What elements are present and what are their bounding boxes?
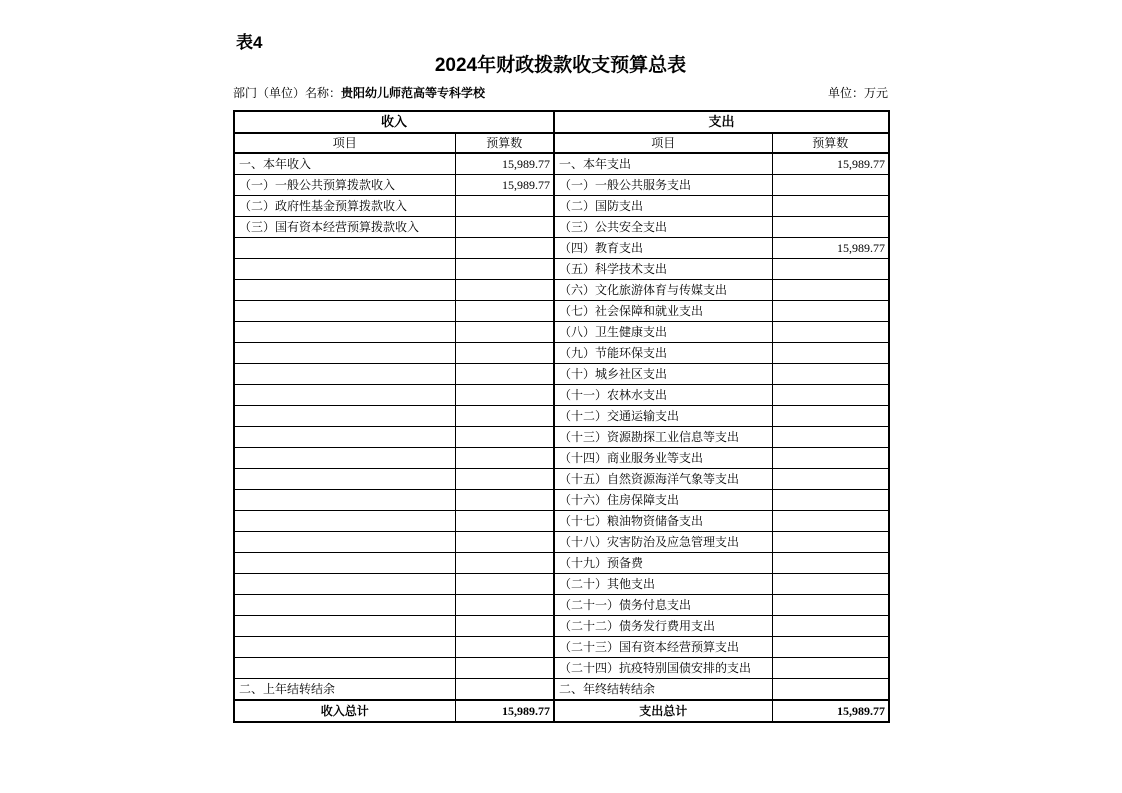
income-item-cell (234, 574, 455, 595)
income-item-cell (234, 637, 455, 658)
expense-total-amount: 15,989.77 (772, 700, 889, 722)
table-row (234, 259, 889, 280)
expense-total-label: 支出总计 (554, 700, 772, 722)
income-amount-cell: 15,989.77 (455, 153, 554, 175)
expense-item-cell: （十九）预备费 (554, 553, 772, 574)
expense-item-cell: （九）节能环保支出 (554, 343, 772, 364)
income-amount-cell (455, 574, 554, 595)
expense-section-header: 支出 (554, 111, 889, 133)
document-title: 2024年财政拨款收支预算总表 (434, 55, 687, 76)
expense-amount-cell: 15,989.77 (772, 153, 889, 175)
income-item-cell (234, 343, 455, 364)
income-amount-cell (455, 679, 554, 701)
income-item-cell (234, 364, 455, 385)
expense-item-cell: （四）教育支出 (554, 238, 772, 259)
expense-amount-cell (772, 322, 889, 343)
income-amount-cell (455, 196, 554, 217)
income-amount-cell (455, 301, 554, 322)
expense-amount-cell (772, 259, 889, 280)
table-row (234, 364, 889, 385)
table-row (234, 322, 889, 343)
income-item-cell (234, 238, 455, 259)
table-row (234, 511, 889, 532)
income-amount-cell (455, 490, 554, 511)
income-item-cell (234, 427, 455, 448)
expense-amount-cell (772, 595, 889, 616)
table-row (234, 595, 889, 616)
income-amount-cell (455, 343, 554, 364)
expense-amount-cell (772, 217, 889, 238)
expense-amount-cell (772, 427, 889, 448)
income-amount-cell: 15,989.77 (455, 175, 554, 196)
expense-item-cell: （十三）资源勘探工业信息等支出 (554, 427, 772, 448)
income-item-cell (234, 259, 455, 280)
expense-amount-cell (772, 385, 889, 406)
expense-amount-cell (772, 280, 889, 301)
expense-item-cell: （六）文化旅游体育与传媒支出 (554, 280, 772, 301)
expense-item-cell: （一）一般公共服务支出 (554, 175, 772, 196)
income-item-cell (234, 490, 455, 511)
income-item-cell (234, 322, 455, 343)
income-item-cell: （一）一般公共预算拨款收入 (234, 175, 455, 196)
expense-amount-cell (772, 658, 889, 679)
income-amount-cell (455, 511, 554, 532)
table-row (234, 658, 889, 679)
budget-summary-table (233, 110, 890, 723)
income-item-cell (234, 385, 455, 406)
table-row (234, 553, 889, 574)
expense-amount-cell (772, 175, 889, 196)
expense-amount-cell (772, 406, 889, 427)
income-amount-cell (455, 364, 554, 385)
table-row (234, 574, 889, 595)
table-row (234, 637, 889, 658)
expense-item-cell: （二十三）国有资本经营预算支出 (554, 637, 772, 658)
expense-amount-cell: 15,989.77 (772, 238, 889, 259)
income-amount-cell (455, 238, 554, 259)
income-item-cell (234, 595, 455, 616)
income-item-cell: （二）政府性基金预算拨款收入 (234, 196, 455, 217)
table-row (234, 490, 889, 511)
expense-amount-cell (772, 448, 889, 469)
expense-amount-cell (772, 553, 889, 574)
expense-item-cell: （二）国防支出 (554, 196, 772, 217)
income-amount-cell (455, 469, 554, 490)
expense-amount-column-header: 预算数 (772, 133, 889, 153)
income-amount-cell (455, 658, 554, 679)
expense-item-column-header: 项目 (554, 133, 772, 153)
expense-item-cell: （七）社会保障和就业支出 (554, 301, 772, 322)
income-amount-cell (455, 217, 554, 238)
expense-item-cell: （二十一）债务付息支出 (554, 595, 772, 616)
expense-item-cell: （十一）农林水支出 (554, 385, 772, 406)
table-row (234, 343, 889, 364)
income-amount-column-header: 预算数 (455, 133, 554, 153)
income-amount-cell (455, 259, 554, 280)
table-row (234, 280, 889, 301)
income-item-cell (234, 553, 455, 574)
table-row (234, 196, 889, 217)
expense-amount-cell (772, 679, 889, 701)
income-amount-cell (455, 616, 554, 637)
column-header-row (234, 133, 889, 153)
expense-amount-cell (772, 469, 889, 490)
expense-item-cell: （十六）住房保障支出 (554, 490, 772, 511)
expense-amount-cell (772, 616, 889, 637)
income-item-column-header: 项目 (234, 133, 455, 153)
expense-amount-cell (772, 364, 889, 385)
expense-amount-cell (772, 196, 889, 217)
income-item-cell (234, 469, 455, 490)
expense-item-cell: （二十四）抗疫特别国债安排的支出 (554, 658, 772, 679)
income-item-cell: （三）国有资本经营预算拨款收入 (234, 217, 455, 238)
income-item-cell (234, 280, 455, 301)
income-total-label: 收入总计 (234, 700, 455, 722)
expense-item-cell: （十八）灾害防治及应急管理支出 (554, 532, 772, 553)
expense-item-cell: 一、本年支出 (554, 153, 772, 175)
table-row (234, 385, 889, 406)
expense-item-cell: （十二）交通运输支出 (554, 406, 772, 427)
income-amount-cell (455, 280, 554, 301)
expense-item-cell: 二、年终结转结余 (554, 679, 772, 701)
expense-item-cell: （十七）粮油物资储备支出 (554, 511, 772, 532)
expense-amount-cell (772, 532, 889, 553)
income-section-header: 收入 (234, 111, 554, 133)
expense-amount-cell (772, 343, 889, 364)
table-number-label: 表4 (236, 33, 263, 52)
table-row (234, 679, 889, 701)
table-row (234, 301, 889, 322)
expense-item-cell: （二十）其他支出 (554, 574, 772, 595)
expense-amount-cell (772, 301, 889, 322)
income-item-cell (234, 658, 455, 679)
table-row (234, 153, 889, 175)
table-row (234, 175, 889, 196)
income-item-cell (234, 616, 455, 637)
income-amount-cell (455, 427, 554, 448)
table-row (234, 238, 889, 259)
income-total-amount: 15,989.77 (455, 700, 554, 722)
expense-item-cell: （八）卫生健康支出 (554, 322, 772, 343)
income-amount-cell (455, 322, 554, 343)
table-row (234, 217, 889, 238)
meta-row (233, 86, 888, 100)
table-row (234, 532, 889, 553)
income-amount-cell (455, 595, 554, 616)
table-row (234, 616, 889, 637)
table-row (234, 427, 889, 448)
department-name (233, 86, 485, 100)
income-item-cell: 一、本年收入 (234, 153, 455, 175)
income-item-cell (234, 406, 455, 427)
income-item-cell (234, 511, 455, 532)
income-amount-cell (455, 406, 554, 427)
income-amount-cell (455, 532, 554, 553)
unit-label: 单位：万元 (827, 86, 888, 100)
expense-item-cell: （十）城乡社区支出 (554, 364, 772, 385)
total-row (234, 700, 889, 722)
income-amount-cell (455, 637, 554, 658)
department-name-value: 贵阳幼儿师范高等专科学校 (341, 86, 486, 100)
expense-item-cell: （三）公共安全支出 (554, 217, 772, 238)
expense-item-cell: （二十二）债务发行费用支出 (554, 616, 772, 637)
income-item-cell (234, 532, 455, 553)
expense-amount-cell (772, 511, 889, 532)
expense-item-cell: （十四）商业服务业等支出 (554, 448, 772, 469)
income-amount-cell (455, 448, 554, 469)
expense-amount-cell (772, 574, 889, 595)
income-item-cell: 二、上年结转结余 (234, 679, 455, 701)
table-row (234, 448, 889, 469)
table-row (234, 406, 889, 427)
income-amount-cell (455, 553, 554, 574)
department-name-label: 部门（单位）名称： (233, 86, 342, 100)
income-item-cell (234, 448, 455, 469)
expense-amount-cell (772, 637, 889, 658)
table-row (234, 469, 889, 490)
income-item-cell (234, 301, 455, 322)
section-header-row (234, 111, 889, 133)
income-amount-cell (455, 385, 554, 406)
expense-item-cell: （五）科学技术支出 (554, 259, 772, 280)
expense-amount-cell (772, 490, 889, 511)
expense-item-cell: （十五）自然资源海洋气象等支出 (554, 469, 772, 490)
